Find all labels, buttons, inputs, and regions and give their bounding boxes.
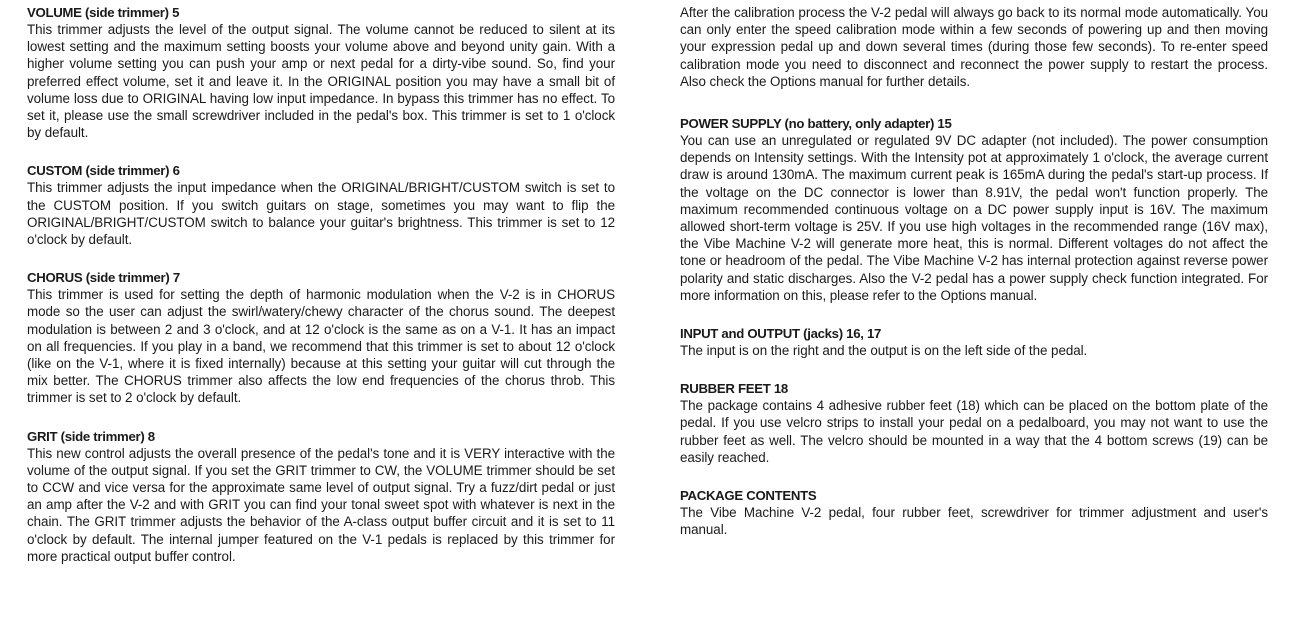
section-body: The package contains 4 adhesive rubber feet (18) which can be placed on the bottom plate of the pedal. If you use velcro strips to install your pedal on a pedalboard, you may not want to use the rubber feet as well. The velcro should be mounted in a way that the 4 bottom screws (19) can be easily reached.: [680, 398, 1268, 465]
section-body: You can use an unregulated or regulated 9V DC adapter (not included). The power consumption depends on Intensity settings. With the Intensity pot at approximately 1 o'clock, the average current draw is around 130mA. The maximum current peak is 165mA during the pedal's start-up process. If the voltage on the DC connector is lower than 8.91V, the pedal won't function properly. The maximum recommended continuous voltage on a DC power supply input is 16V. The maximum allowed short-term voltage is 25V. If you use high voltages in the recommended range (16V max), the Vibe Machine V-2 will generate more heat, this is normal. Different voltages do not affect the tone or headroom of the pedal. The Vibe Machine V-2 has internal protection against reverse power polarity and static discharges. Also the V-2 pedal has a power supply check function integrated. For more information on this, please refer to the Options manual.: [680, 133, 1268, 303]
section-heading: POWER SUPPLY (no battery, only adapter) 15: [680, 116, 952, 132]
section-body: The Vibe Machine V-2 pedal, four rubber feet, screwdriver for trimmer adjustment and user's manual.: [680, 505, 1268, 538]
section-heading: VOLUME (side trimmer) 5: [27, 5, 180, 20]
section-volume: [27, 4, 615, 141]
right-column: [680, 4, 1268, 559]
section-input-output: [680, 325, 1268, 359]
section-body: The input is on the right and the output is on the left side of the pedal.: [680, 343, 1088, 359]
section-package-contents: [680, 487, 1268, 538]
left-column: [27, 4, 615, 586]
section-heading: GRIT (side trimmer) 8: [27, 428, 155, 444]
section-custom: [27, 162, 615, 248]
section-body: This trimmer is used for setting the depth of harmonic modulation when the V-2 is in CHORUS mode so the user can adjust the swirl/watery/chewy character of the chorus sound. The deepest modulation is between 2 and 3 o'clock, and at 12 o'clock is the same as on a V-1. It has an impact on all frequencies. If you play in a band, we recommend that this trimmer is set to about 12 o'clock (like on the V-1, where it is fixed internally) because at this setting your guitar will cut through the mix better. The CHORUS trimmer also affects the low end frequencies of the chorus throb. This trimmer is set to 2 o'clock by default.: [27, 287, 615, 406]
section-grit: [27, 428, 615, 565]
section-rubber-feet: [680, 380, 1268, 466]
section-chorus: [27, 269, 615, 406]
section-heading: INPUT and OUTPUT (jacks) 16, 17: [680, 326, 882, 342]
section-calibration-intro: [680, 4, 1268, 90]
section-power-supply: [680, 115, 1268, 304]
section-body: After the calibration process the V-2 pedal will always go back to its normal mode automatically. You can only enter the speed calibration mode within a few seconds of powering up and then moving your expression pedal up and down several times (during those few seconds). To re-enter speed calibration mode you need to disconnect and reconnect the power supply to restart the process. Also check the Options manual for further details.: [680, 5, 1268, 89]
section-heading: RUBBER FEET 18: [680, 381, 788, 397]
section-heading: PACKAGE CONTENTS: [680, 488, 817, 504]
section-body: This trimmer adjusts the level of the output signal. The volume cannot be reduced to silent at its lowest setting and the maximum setting boosts your volume above and beyond unity gain. With a higher volume setting you can push your amp or next pedal for a dirty-vibe sound. So, find your preferred effect volume, set it and leave it. In the ORIGINAL position you may have a small bit of volume loss due to ORIGINAL having low input impedance. In bypass this trimmer has no effect. To set it, please use the small screwdriver included in the pedal's box. This trimmer is set to 1 o'clock by default.: [27, 22, 615, 141]
section-body: This trimmer adjusts the input impedance when the ORIGINAL/BRIGHT/CUSTOM switch is set to the CUSTOM position. If you switch guitars on stage, sometimes you may want to flip the ORIGINAL/BRIGHT/CUSTOM switch to balance your guitar's brightness. This trimmer is set to 12 o'clock by default.: [27, 180, 615, 248]
section-body: This new control adjusts the overall presence of the pedal's tone and it is VERY interactive with the volume of the output signal. If you set the GRIT trimmer to CW, the VOLUME trimmer should be set to CCW and vice versa for the approximate same level of output signal. Try a fuzz/dirt pedal or just an amp after the V-2 and with GRIT you can find your tonal sweet spot with whatever is next in the chain. The GRIT trimmer adjusts the behavior of the A-class output buffer circuit and it is set to 11 o'clock by default. The internal jumper featured on the V-1 pedals is replaced by this trimmer for more practical output buffer control.: [27, 445, 615, 564]
section-heading: CUSTOM (side trimmer) 6: [27, 163, 180, 179]
section-heading: CHORUS (side trimmer) 7: [27, 270, 180, 286]
